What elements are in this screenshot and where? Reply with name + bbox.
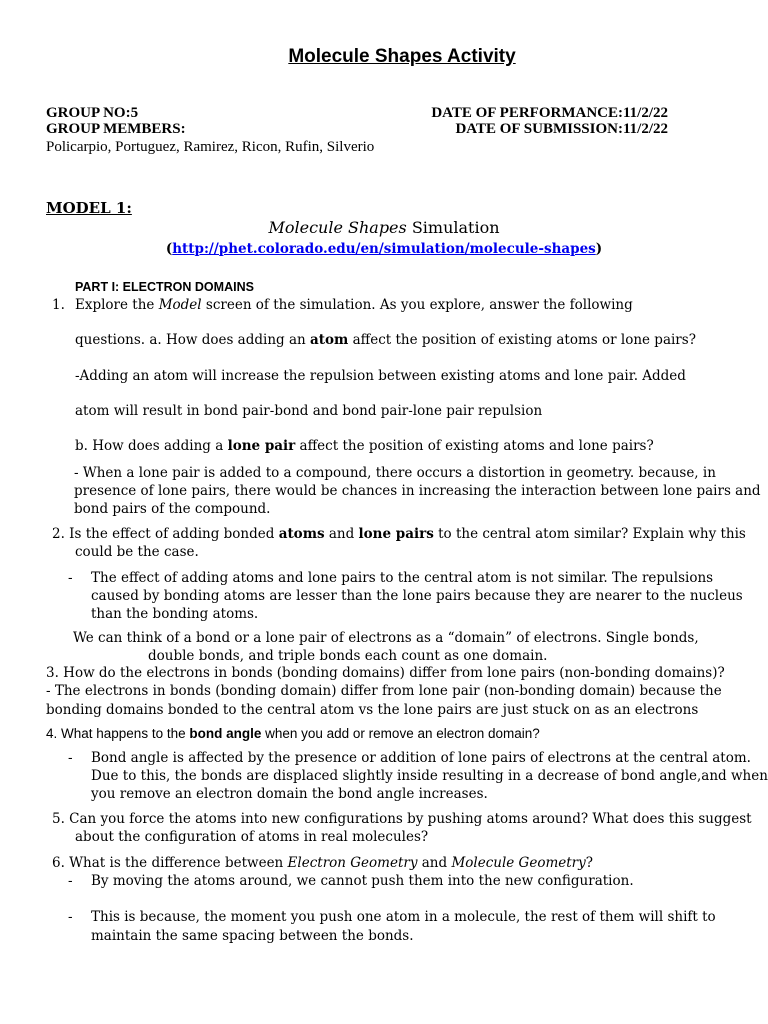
domain-note-line2: double bonds, and triple bonds each count as one domain. bbox=[148, 648, 548, 664]
q6-question bbox=[52, 854, 593, 872]
q4-b: bond angle bbox=[189, 726, 262, 741]
q6-e: ? bbox=[585, 855, 593, 871]
simulation-title-rest: Simulation bbox=[406, 218, 500, 237]
q1-line2 bbox=[75, 331, 696, 349]
q1-answer-line2: atom will result in bond pair-bond and bond pair-lone pair repulsion bbox=[75, 403, 543, 419]
q1b-b: lone pair bbox=[227, 438, 296, 454]
q1b-answer-line2: presence of lone pairs, there would be chances in increasing the interaction between lone pairs and bbox=[74, 483, 761, 499]
simulation-title-italic: Molecule Shapes bbox=[268, 218, 407, 237]
q4-c: when you add or remove an electron domain? bbox=[261, 726, 540, 741]
q1-l1a: Explore the bbox=[75, 297, 159, 313]
q3-answer-line1: - The electrons in bonds (bonding domain) differ from lone pair (non-bonding domain) because the bbox=[46, 683, 722, 699]
link-close-paren: ) bbox=[595, 241, 603, 257]
domain-note-line1: We can think of a bond or a lone pair of electrons as a “domain” of electrons. Single bonds, bbox=[73, 630, 699, 646]
q4-question bbox=[46, 725, 540, 743]
group-members: Policarpio, Portuguez, Ramirez, Ricon, Rufin, Silverio bbox=[46, 139, 375, 155]
q2-e: to the central atom similar? Explain why this bbox=[433, 526, 746, 542]
q1b-c: affect the position of existing atoms and lone pairs? bbox=[295, 438, 654, 454]
q4-a: 4. What happens to the bbox=[46, 726, 190, 741]
q1-answer-line1: -Adding an atom will increase the repulsion between existing atoms and lone pair. Added bbox=[75, 368, 686, 384]
q6-answer-dash-2: - bbox=[68, 909, 73, 925]
q2-question-line2: could be the case. bbox=[75, 544, 199, 560]
q2-answer-line2: caused by bonding atoms are lesser than the lone pairs because they are nearer to the nucleus bbox=[91, 588, 743, 604]
q1b-question bbox=[75, 437, 654, 455]
q6-d: Molecule Geometry bbox=[451, 855, 586, 871]
q6-answer-line1: By moving the atoms around, we cannot push them into the new configuration. bbox=[91, 873, 634, 889]
q4-answer-line2: Due to this, the bonds are displaced slightly inside resulting in a decrease of bond angle,and when bbox=[91, 768, 768, 784]
q2-a: 2. Is the effect of adding bonded bbox=[52, 526, 279, 542]
q5-question-line2: about the configuration of atoms in real molecules? bbox=[75, 829, 429, 845]
q6-answer-dash-1: - bbox=[68, 873, 73, 889]
q6-c: and bbox=[417, 855, 452, 871]
q2-answer-dash: - bbox=[68, 570, 73, 586]
q4-answer-dash: - bbox=[68, 750, 73, 766]
q4-answer-line3: you remove an electron domain the bond angle increases. bbox=[91, 786, 488, 802]
q3-question: 3. How do the electrons in bonds (bonding domains) differ from lone pairs (non-bonding domains)? bbox=[46, 665, 725, 681]
q2-c: and bbox=[324, 526, 359, 542]
q1-l2a: questions. a. How does adding an bbox=[75, 332, 310, 348]
q1-line1 bbox=[75, 296, 633, 314]
q2-answer-line3: than the bonding atoms. bbox=[91, 606, 259, 622]
q2-answer-line1: The effect of adding atoms and lone pairs to the central atom is not similar. The repulsions bbox=[91, 570, 714, 586]
q1b-a: b. How does adding a bbox=[75, 438, 228, 454]
simulation-title bbox=[0, 219, 768, 237]
q5-question-line1: 5. Can you force the atoms into new configurations by pushing atoms around? What does this suggest bbox=[52, 811, 752, 827]
q6-a: 6. What is the difference between bbox=[52, 855, 288, 871]
q4-answer-line1: Bond angle is affected by the presence or addition of lone pairs of electrons at the central atom. bbox=[91, 750, 751, 766]
q3-answer-line2: bonding domains bonded to the central atom vs the lone pairs are just stuck on as an electrons bbox=[46, 702, 699, 718]
simulation-link[interactable]: http://phet.colorado.edu/en/simulation/molecule-shapes bbox=[172, 241, 596, 257]
q1b-answer-line3: bond pairs of the compound. bbox=[74, 501, 271, 517]
q1-number: 1. bbox=[52, 297, 65, 313]
date-of-submission: DATE OF SUBMISSION:11/2/22 bbox=[455, 121, 668, 137]
q2-b: atoms bbox=[278, 526, 325, 542]
link-open-paren: ( bbox=[165, 241, 173, 257]
simulation-link-line bbox=[0, 240, 768, 258]
q6-answer-line3: maintain the same spacing between the bonds. bbox=[91, 928, 414, 944]
part-heading: PART I: ELECTRON DOMAINS bbox=[75, 280, 254, 294]
group-members-label: GROUP MEMBERS: bbox=[46, 121, 186, 137]
q6-answer-line2: This is because, the moment you push one atom in a molecule, the rest of them will shift to bbox=[91, 909, 716, 925]
model-label: MODEL 1: bbox=[46, 199, 132, 217]
q1-l1c: screen of the simulation. As you explore, answer the following bbox=[201, 297, 633, 313]
q1-l2b: atom bbox=[310, 332, 349, 348]
page-title: Molecule Shapes Activity bbox=[288, 46, 516, 67]
q2-d: lone pairs bbox=[358, 526, 434, 542]
q1b-answer-line1: - When a lone pair is added to a compound, there occurs a distortion in geometry. because, in bbox=[74, 465, 716, 481]
q2-question bbox=[52, 525, 746, 543]
q6-b: Electron Geometry bbox=[287, 855, 418, 871]
date-of-performance: DATE OF PERFORMANCE:11/2/22 bbox=[431, 105, 668, 121]
group-no: GROUP NO:5 bbox=[46, 105, 139, 121]
q1-l1b: Model bbox=[158, 297, 202, 313]
q1-l2c: affect the position of existing atoms or lone pairs? bbox=[348, 332, 696, 348]
